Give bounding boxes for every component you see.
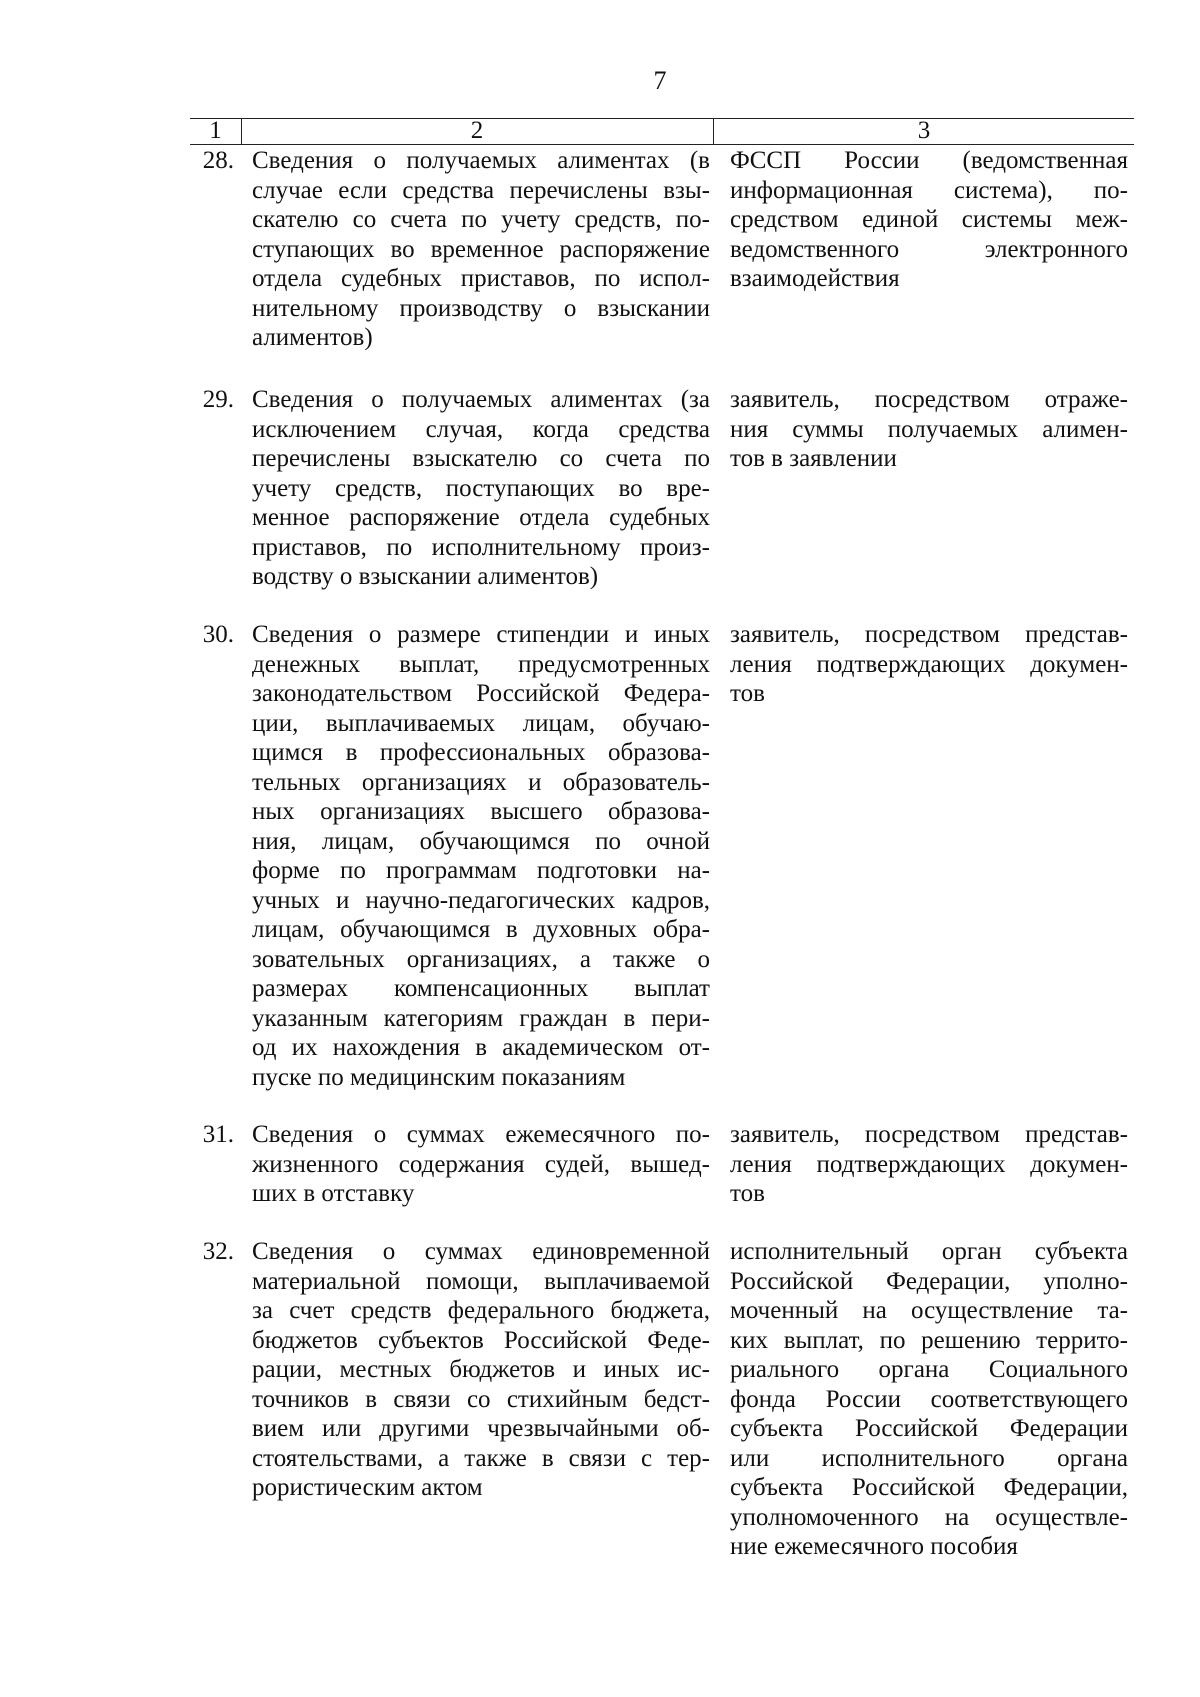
source-line: уполномоченного на осуществле- xyxy=(730,1503,1128,1531)
header-col-2: 2 xyxy=(241,119,714,144)
description-line: форме по программам подготовки на- xyxy=(252,857,710,884)
row-source xyxy=(730,146,1128,294)
description-line: перечислены взыскателю со счета по xyxy=(252,445,710,472)
row-number: 30. xyxy=(202,621,234,648)
source-line: заявитель, посредством представ- xyxy=(730,1121,1128,1148)
description-line: случае если средства перечислены взы- xyxy=(252,176,710,204)
description-line: указанным категориям граждан в пери- xyxy=(252,1004,710,1032)
header-col-3: 3 xyxy=(917,117,931,144)
source-line: тов xyxy=(730,680,765,707)
row-description xyxy=(252,146,710,353)
row-number: 32. xyxy=(202,1238,234,1265)
source-line: фонда России соответствующего xyxy=(730,1385,1128,1413)
description-line: ступающих во временное распоряжение xyxy=(252,235,710,263)
description-line: бюджетов субъектов Российской Феде- xyxy=(252,1326,710,1354)
row-number: 29. xyxy=(202,386,234,413)
source-line: ления подтверждающих докумен- xyxy=(730,650,1128,678)
source-line: взаимодействия xyxy=(730,265,900,292)
row-number: 28. xyxy=(202,147,234,174)
source-line: информационная система), по- xyxy=(730,176,1128,204)
row-source xyxy=(730,1237,1128,1562)
row-description xyxy=(252,620,710,1092)
description-line: Сведения о суммах ежемесячного по- xyxy=(252,1121,710,1148)
row-description xyxy=(252,1237,710,1503)
description-line: водству о взыскании алиментов) xyxy=(252,563,599,590)
description-line: менное распоряжение отдела судебных xyxy=(252,504,710,531)
description-line: од их нахождения в академическом от- xyxy=(252,1034,710,1061)
description-line: стоятельствами, а также в связи с тер- xyxy=(252,1444,710,1472)
description-line: рористическим актом xyxy=(252,1474,483,1501)
description-line: жизненного содержания судей, вышед- xyxy=(252,1150,710,1178)
description-line: ших в отставку xyxy=(252,1180,415,1207)
description-line: нительному производству о взыскании xyxy=(252,294,710,322)
description-line: приставов, по исполнительному произ- xyxy=(252,533,710,561)
description-line: размерах компенсационных выплат xyxy=(252,975,710,1002)
description-line: Сведения о суммах единовременной xyxy=(252,1238,710,1265)
source-line: заявитель, посредством отраже- xyxy=(730,386,1128,413)
source-line: ких выплат, по решению террито- xyxy=(730,1326,1128,1354)
source-line: ФССП России (ведомственная xyxy=(730,147,1128,174)
source-line: тов в заявлении xyxy=(730,445,897,472)
description-line: учету средств, поступающих во вре- xyxy=(252,474,710,502)
source-line: или исполнительного органа xyxy=(730,1444,1128,1472)
description-line: материальной помощи, выплачиваемой xyxy=(252,1267,710,1295)
description-line: исключением случая, когда средства xyxy=(252,415,710,443)
source-line: субъекта Российской Федерации xyxy=(730,1415,1128,1442)
source-line: тов xyxy=(730,1180,765,1207)
description-line: ных организациях высшего образова- xyxy=(252,798,710,825)
description-line: алиментов) xyxy=(252,324,373,351)
description-line: точников в связи со стихийным бедст- xyxy=(252,1385,710,1413)
description-line: Сведения о получаемых алиментах (за xyxy=(252,386,710,413)
page-number: 7 xyxy=(653,66,667,95)
row-source xyxy=(730,620,1128,709)
row-source xyxy=(730,385,1128,474)
description-line: лицам, обучающимся в духовных обра- xyxy=(252,916,710,943)
source-line: заявитель, посредством представ- xyxy=(730,621,1128,648)
description-line: пуске по медицинским показаниям xyxy=(252,1063,626,1091)
source-line: средством единой системы меж- xyxy=(730,206,1128,233)
source-line: ведомственного электронного xyxy=(730,235,1128,263)
row-description xyxy=(252,1120,710,1209)
description-line: отдела судебных приставов, по испол- xyxy=(252,265,710,292)
description-line: Сведения о получаемых алиментах (в xyxy=(252,147,710,174)
description-line: ции, выплачиваемых лицам, обучаю- xyxy=(252,709,710,737)
description-line: рации, местных бюджетов и иных ис- xyxy=(252,1356,710,1383)
header-col-1: 1 xyxy=(190,119,242,144)
source-line: ния суммы получаемых алимен- xyxy=(730,415,1128,443)
description-line: Сведения о размере стипендии и иных xyxy=(252,621,710,648)
source-line: исполнительный орган субъекта xyxy=(730,1238,1128,1265)
description-line: зовательных организациях, а также о xyxy=(252,945,710,973)
description-line: вием или другими чрезвычайными об- xyxy=(252,1415,710,1442)
description-line: тельных организациях и образователь- xyxy=(252,768,710,796)
source-line: Российской Федерации, уполно- xyxy=(730,1267,1128,1295)
row-description xyxy=(252,385,710,592)
description-line: щимся в профессиональных образова- xyxy=(252,739,710,766)
row-number: 31. xyxy=(202,1121,234,1148)
description-line: законодательством Российской Федера- xyxy=(252,680,710,707)
description-line: скателю со счета по учету средств, по- xyxy=(252,206,710,233)
description-line: учных и научно-педагогических кадров, xyxy=(252,886,710,914)
source-line: моченный на осуществление та- xyxy=(730,1297,1128,1324)
source-line: ления подтверждающих докумен- xyxy=(730,1150,1128,1178)
source-line: ние ежемесячного пособия xyxy=(730,1533,1018,1560)
description-line: за счет средств федерального бюджета, xyxy=(252,1297,710,1324)
source-line: субъекта Российской Федерации, xyxy=(730,1474,1128,1501)
source-line: риального органа Социального xyxy=(730,1356,1128,1383)
table-header xyxy=(190,118,1134,145)
description-line: денежных выплат, предусмотренных xyxy=(252,650,710,678)
row-source xyxy=(730,1120,1128,1209)
description-line: ния, лицам, обучающимся по очной xyxy=(252,827,710,855)
